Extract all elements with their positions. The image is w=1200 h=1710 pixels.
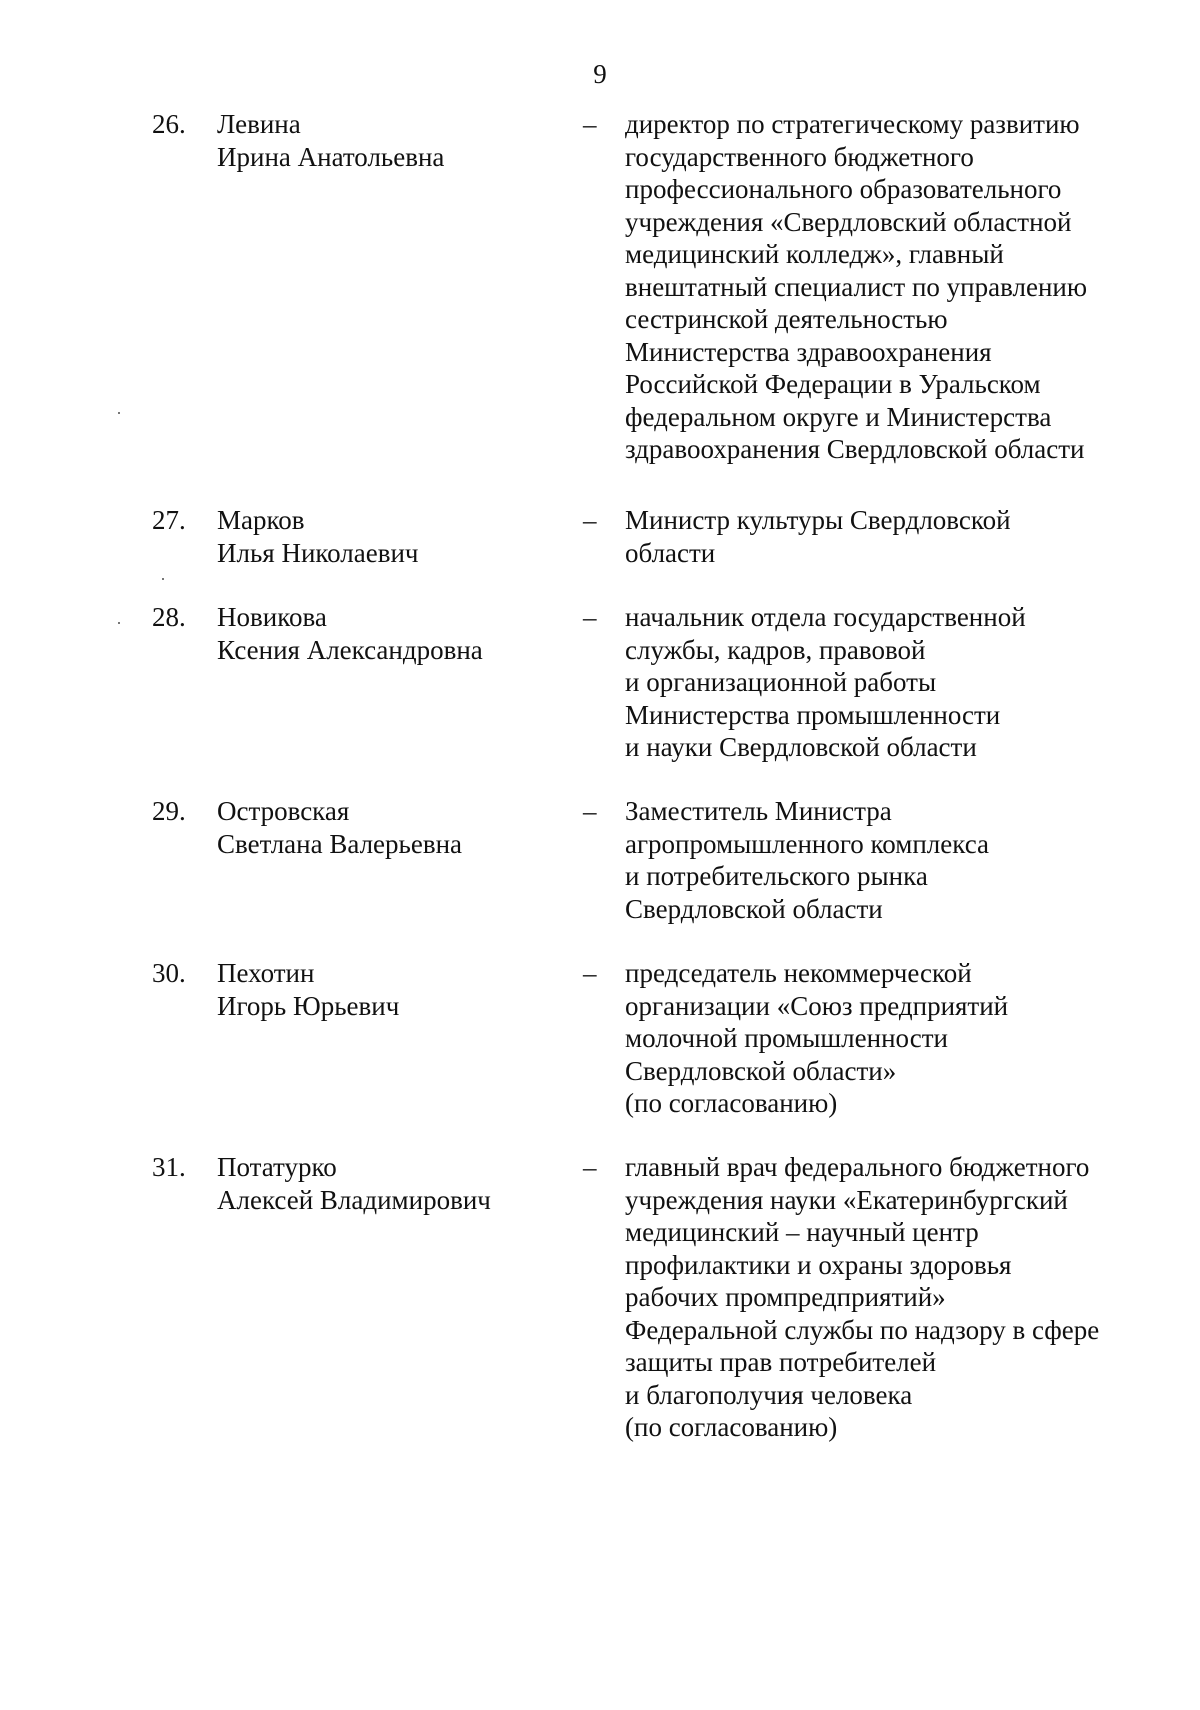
- entry-dash: –: [583, 796, 597, 826]
- position-line: службы, кадров, правовой: [625, 634, 926, 665]
- entry-number: 30.: [152, 958, 186, 988]
- position-line: и науки Свердловской области: [625, 732, 977, 762]
- given-names: Ксения Александровна: [217, 634, 483, 665]
- entry-position: [625, 504, 1185, 569]
- position-line: директор по стратегическому развитию: [625, 109, 1080, 139]
- position-line: Свердловской области»: [625, 1055, 897, 1086]
- entry-name: [217, 957, 399, 1022]
- position-line: Министерства здравоохранения: [625, 336, 992, 367]
- position-line: Свердловской области: [625, 893, 883, 924]
- entry-position: [625, 601, 1185, 764]
- given-names: Ирина Анатольевна: [217, 141, 445, 172]
- entry-dash: –: [583, 1152, 597, 1182]
- position-line: области: [625, 537, 716, 568]
- entry-dash: –: [583, 109, 597, 139]
- position-line: Министерства промышленности: [625, 699, 1001, 730]
- entry-number: 28.: [152, 602, 186, 632]
- position-line: профессионального образовательного: [625, 174, 1062, 204]
- position-line: (по согласованию): [625, 1088, 838, 1118]
- position-line: Федеральной службы по надзору в сфере: [625, 1314, 1100, 1345]
- entry-name: [217, 601, 483, 666]
- position-line: внештатный специалист по управлению: [625, 271, 1088, 302]
- position-line: (по согласованию): [625, 1412, 838, 1442]
- scan-speck: [118, 622, 120, 624]
- position-line: главный врач федерального бюджетного: [625, 1152, 1090, 1182]
- entry-position: [625, 1151, 1185, 1444]
- surname: Новикова: [217, 602, 327, 632]
- entry-number: 29.: [152, 796, 186, 826]
- position-line: и потребительского рынка: [625, 861, 928, 891]
- entry-position: [625, 957, 1185, 1120]
- position-line: защиты прав потребителей: [625, 1347, 937, 1377]
- position-line: сестринской деятельностью: [625, 304, 948, 334]
- entry-position: [625, 108, 1185, 466]
- given-names: Игорь Юрьевич: [217, 990, 400, 1021]
- scan-speck: [118, 412, 120, 414]
- position-line: Российской Федерации в Уральском: [625, 369, 1041, 399]
- position-line: агропромышленного комплекса: [625, 828, 989, 859]
- surname: Марков: [217, 505, 305, 535]
- given-names: Алексей Владимирович: [217, 1184, 491, 1215]
- page-number: 9: [593, 59, 607, 89]
- given-names: Светлана Валерьевна: [217, 828, 463, 859]
- entry-name: [217, 795, 462, 860]
- position-line: медицинский колледж», главный: [625, 239, 1004, 269]
- position-line: рабочих промпредприятий»: [625, 1282, 946, 1312]
- position-line: медицинский – научный центр: [625, 1217, 979, 1247]
- surname: Левина: [217, 109, 301, 139]
- surname: Потатурко: [217, 1152, 337, 1182]
- position-line: и организационной работы: [625, 667, 937, 697]
- position-line: председатель некоммерческой: [625, 958, 972, 988]
- position-line: и благополучия человека: [625, 1379, 913, 1410]
- position-line: профилактики и охраны здоровья: [625, 1249, 1012, 1280]
- surname: Пехотин: [217, 958, 315, 988]
- entry-name: [217, 108, 444, 173]
- entry-dash: –: [583, 505, 597, 535]
- position-line: молочной промышленности: [625, 1023, 948, 1053]
- entry-number: 31.: [152, 1152, 186, 1182]
- entry-dash: –: [583, 958, 597, 988]
- entry-name: [217, 1151, 491, 1216]
- scan-speck: [162, 578, 164, 580]
- surname: Островская: [217, 796, 350, 826]
- position-line: государственного бюджетного: [625, 141, 974, 172]
- position-line: Министр культуры Свердловской: [625, 505, 1011, 535]
- position-line: учреждения «Свердловский областной: [625, 206, 1072, 237]
- position-line: здравоохранения Свердловской области: [625, 434, 1085, 464]
- position-line: Заместитель Министра: [625, 796, 892, 826]
- position-line: начальник отдела государственной: [625, 602, 1026, 632]
- position-line: федеральном округе и Министерства: [625, 401, 1052, 432]
- entry-number: 27.: [152, 505, 186, 535]
- entry-number: 26.: [152, 109, 186, 139]
- entry-dash: –: [583, 602, 597, 632]
- given-names: Илья Николаевич: [217, 537, 419, 568]
- position-line: учреждения науки «Екатеринбургский: [625, 1184, 1068, 1215]
- position-line: организации «Союз предприятий: [625, 990, 1009, 1021]
- entry-name: [217, 504, 419, 569]
- entry-position: [625, 795, 1185, 925]
